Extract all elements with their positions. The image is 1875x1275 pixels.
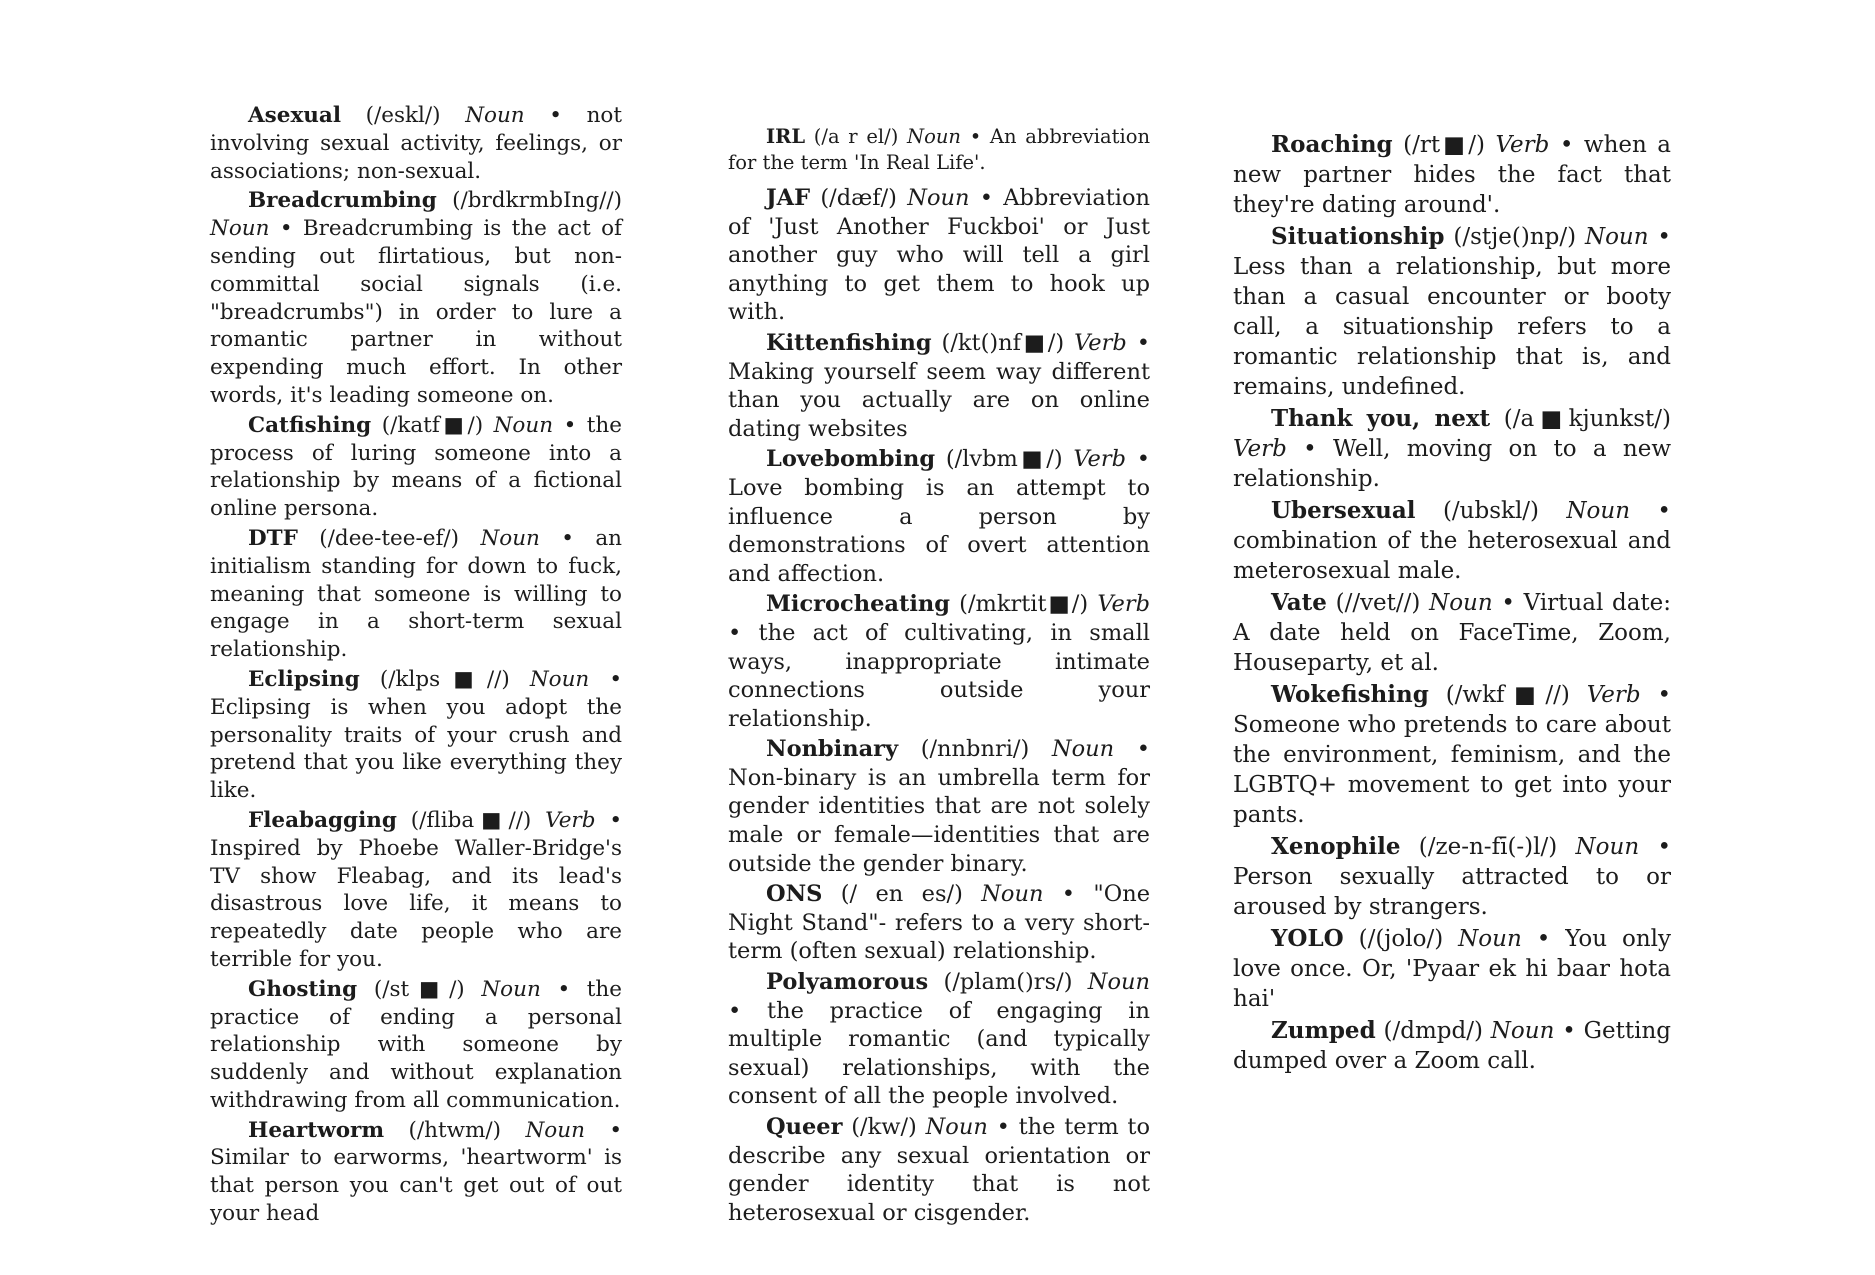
definition: • Well, moving on to a new relationship. <box>1233 436 1672 492</box>
definition: • the term to describe any sexual orientation or gender identity that is not heterosexual or cisgender. <box>728 1114 1151 1226</box>
glossary-term: Xenophile <box>1271 833 1401 860</box>
part-of-speech: Noun <box>981 881 1044 908</box>
part-of-speech: Noun <box>493 412 554 438</box>
glossary-term: Asexual <box>248 103 342 128</box>
definition: • an initialism standing for down to fuck, meaning that someone is willing to engage in a short-term sexual relationship. <box>210 525 622 663</box>
part-of-speech: Noun <box>525 1117 585 1143</box>
part-of-speech: Noun <box>1087 969 1151 996</box>
pronunciation: (/kw/) <box>851 1114 917 1140</box>
part-of-speech: Verb <box>1586 682 1641 708</box>
glossary-term: Microcheating <box>766 591 950 618</box>
part-of-speech: Noun <box>1490 1018 1555 1044</box>
glossary-entry <box>728 329 1150 443</box>
pronunciation: (/plam()rs/) <box>943 969 1073 996</box>
glossary-entry <box>210 666 622 805</box>
pronunciation: (/brdkrmbIng//) <box>452 188 622 214</box>
pronunciation: (/klps■//) <box>379 666 510 692</box>
definition: • Less than a relationship, but more than a casual encounter or booty call, a situationship refers to a romantic relationship that is, and remains, undefined. <box>1233 224 1671 400</box>
glossary-term: IRL <box>766 125 806 148</box>
part-of-speech: Noun <box>925 1114 988 1140</box>
glossary-term: Zumped <box>1271 1017 1376 1044</box>
pronunciation: (/(jolo/) <box>1358 926 1444 952</box>
glossary-column-2 <box>728 124 1150 1229</box>
glossary-entry <box>210 412 622 523</box>
pronunciation: (/nnbnri/) <box>920 736 1030 763</box>
part-of-speech: Verb <box>1495 132 1550 158</box>
definition: • Non-binary is an umbrella term for gender identities that are not solely male or female—identities that are outside the gender binary. <box>728 736 1150 877</box>
glossary-entry <box>728 445 1150 588</box>
glossary-term: Nonbinary <box>766 736 899 763</box>
pronunciation: (/dæf/) <box>820 185 897 211</box>
pronunciation: (/a r el/) <box>813 125 899 148</box>
glossary-entry <box>1233 222 1671 402</box>
glossary-term: Thank you, next <box>1271 405 1491 432</box>
part-of-speech: Noun <box>465 103 525 128</box>
part-of-speech: Noun <box>1566 498 1631 524</box>
definition: • Virtual date: A date held on FaceTime, Zoom, Houseparty, et al. <box>1233 590 1672 676</box>
glossary-entry <box>1233 130 1671 220</box>
glossary-column-3 <box>1233 130 1671 1078</box>
glossary-entry <box>728 184 1150 327</box>
glossary-entry <box>210 1117 622 1228</box>
definition: • Breadcrumbing is the act of sending out flirtatious, but non-committal social signals (i.e. "breadcrumbs") in order to lure a romantic partner in without expending much effort. In other words, it's leading someone on. <box>210 216 622 408</box>
definition: • Person sexually attracted to or aroused by strangers. <box>1233 834 1672 920</box>
part-of-speech: Noun <box>481 976 541 1002</box>
glossary-term: Vate <box>1271 589 1327 616</box>
glossary-entry <box>1233 924 1671 1014</box>
part-of-speech: Noun <box>1051 736 1115 763</box>
glossary-entry <box>1233 680 1671 830</box>
part-of-speech: Noun <box>1575 834 1640 860</box>
part-of-speech: Noun <box>1429 590 1493 616</box>
part-of-speech: Verb <box>545 807 596 833</box>
glossary-entry <box>728 590 1150 733</box>
definition: • not involving sexual activity, feelings, or associations; non-sexual. <box>210 103 623 184</box>
glossary-term: Ubersexual <box>1271 497 1416 524</box>
definition: • Getting dumped over a Zoom call. <box>1233 1018 1672 1074</box>
definition: • An abbreviation for the term 'In Real Life'. <box>728 125 1150 174</box>
glossary-entry <box>1233 832 1671 922</box>
glossary-term: Lovebombing <box>766 446 936 473</box>
part-of-speech: Noun <box>480 525 540 551</box>
part-of-speech: Noun <box>907 185 970 211</box>
pronunciation: (/dee-tee-ef/) <box>319 525 460 551</box>
glossary-term: Roaching <box>1271 131 1393 158</box>
definition: • Making yourself seem way different than you actually are on online dating websites <box>728 329 1151 442</box>
pronunciation: (/ en es/) <box>840 881 963 908</box>
definition: • the act of cultivating, in small ways, inappropriate intimate connections outside your relationship. <box>728 619 1150 732</box>
definition: • Eclipsing is when you adopt the personality traits of your crush and pretend that you like everything they like. <box>210 666 622 804</box>
part-of-speech: Verb <box>1233 436 1287 462</box>
glossary-entry <box>728 968 1150 1111</box>
pronunciation: (/a■kjunkst/) <box>1503 406 1671 432</box>
glossary-term: Queer <box>766 1114 843 1140</box>
part-of-speech: Verb <box>1074 329 1127 356</box>
pronunciation: (/wkf■//) <box>1445 682 1570 708</box>
pronunciation: (/lvbm■/) <box>945 446 1063 473</box>
definition: • when a new partner hides the fact that they're dating around'. <box>1233 132 1672 218</box>
definition: • the practice of engaging in multiple romantic (and typically sexual) relationships, with the consent of all the people involved. <box>728 997 1150 1110</box>
glossary-term: Situationship <box>1271 223 1445 250</box>
glossary-entry <box>728 880 1150 966</box>
glossary-entry <box>1233 588 1671 678</box>
pronunciation: (/ze-n-fī(-)l/) <box>1418 834 1558 860</box>
glossary-entry <box>210 807 622 974</box>
glossary-entry <box>728 1113 1150 1227</box>
glossary-term: Catfishing <box>248 412 372 438</box>
pronunciation: (/dmpd/) <box>1383 1018 1483 1044</box>
pronunciation: (/rt■/) <box>1403 132 1485 158</box>
glossary-entry <box>1233 404 1671 494</box>
glossary-column-1 <box>210 102 622 1230</box>
glossary-entry <box>210 187 622 409</box>
part-of-speech: Noun <box>210 216 270 242</box>
glossary-term: JAF <box>766 185 811 211</box>
definition: • the practice of ending a personal relationship with someone by suddenly and without explanation withdrawing from all communication. <box>210 976 622 1113</box>
definition: • the process of luring someone into a relationship by means of a fictional online persona. <box>210 412 622 522</box>
definition: • Similar to earworms, 'heartworm' is that person you can't get out of out your head <box>210 1117 623 1227</box>
definition: • Inspired by Phoebe Waller-Bridge's TV show Fleabag, and its lead's disastrous love life, it means to repeatedly date people who are terrible for you. <box>210 807 622 972</box>
pronunciation: (/katf■/) <box>381 412 484 438</box>
part-of-speech: Noun <box>529 666 590 692</box>
pronunciation: (/htwm/) <box>408 1117 502 1143</box>
glossary-entry <box>210 976 622 1115</box>
definition: • Love bombing is an attempt to influence a person by demonstrations of overt attention and affection. <box>728 446 1150 587</box>
glossary-term: Polyamorous <box>766 969 929 996</box>
pronunciation: (/mkrtit■/) <box>959 591 1089 618</box>
glossary-entry <box>1233 1016 1671 1076</box>
glossary-term: Wokefishing <box>1271 681 1429 708</box>
part-of-speech: Verb <box>1097 591 1151 618</box>
glossary-entry <box>728 735 1150 878</box>
part-of-speech: Verb <box>1073 446 1126 473</box>
glossary-term: Kittenfishing <box>766 329 932 356</box>
glossary-entry <box>210 102 622 185</box>
glossary-term: DTF <box>248 525 298 551</box>
definition: • Abbreviation of 'Just Another Fuckboi' or Just another guy who will tell a girl anything to get them to hook up with. <box>728 185 1151 326</box>
glossary-term: Eclipsing <box>248 666 360 692</box>
part-of-speech: Noun <box>1458 926 1522 952</box>
pronunciation: (/ubskl/) <box>1442 498 1540 524</box>
pronunciation: (/st■/) <box>373 976 465 1002</box>
glossary-term: ONS <box>766 881 823 908</box>
pronunciation: (/fliba■//) <box>410 807 532 833</box>
pronunciation: (/eskl/) <box>365 103 441 128</box>
pronunciation: (//vet//) <box>1335 590 1421 616</box>
glossary-entry <box>728 124 1150 176</box>
glossary-term: YOLO <box>1271 925 1344 952</box>
glossary-term: Heartworm <box>248 1117 385 1143</box>
definition: • Someone who pretends to care about the environment, feminism, and the LGBTQ+ movement to get into your pants. <box>1233 682 1672 828</box>
glossary-term: Breadcrumbing <box>248 188 437 214</box>
pronunciation: (/stje()np/) <box>1453 224 1577 250</box>
pronunciation: (/kt()nf■/) <box>941 329 1065 356</box>
part-of-speech: Noun <box>907 125 961 148</box>
glossary-term: Ghosting <box>248 976 358 1002</box>
definition: • combination of the heterosexual and meterosexual male. <box>1233 498 1671 584</box>
glossary-entry <box>1233 496 1671 586</box>
glossary-entry <box>210 525 622 664</box>
definition: • "One Night Stand"- refers to a very short-term (often sexual) relationship. <box>728 881 1151 965</box>
definition: • You only love once. Or, 'Pyaar ek hi baar hota hai' <box>1233 926 1671 1012</box>
glossary-term: Fleabagging <box>248 807 397 833</box>
part-of-speech: Noun <box>1584 224 1649 250</box>
